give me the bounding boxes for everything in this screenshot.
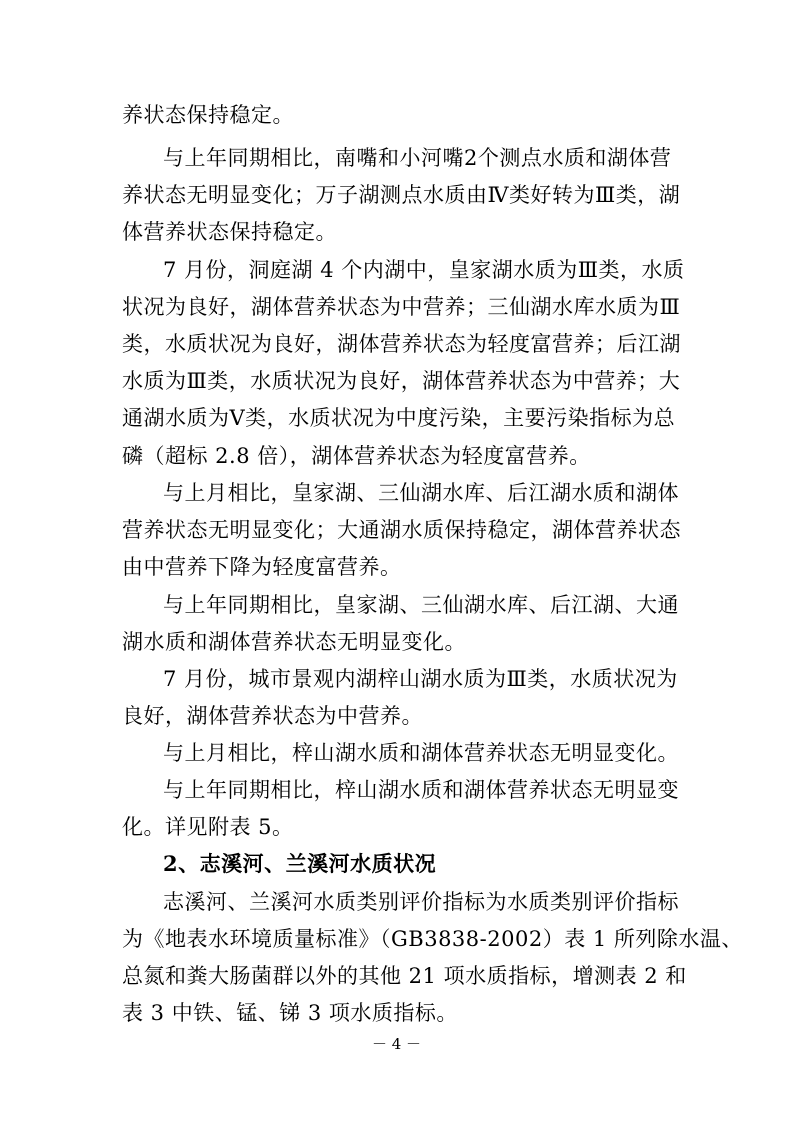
text-line: 7 月份，城市景观内湖梓山湖水质为Ⅲ类，水质状况为 [163,667,678,691]
text-line: 志溪河、兰溪河水质类别评价指标为水质类别评价指标 [163,890,679,914]
text-line: 营养状态无明显变化；大通湖水质保持稳定，湖体营养状态 [122,518,681,542]
text-line: 与上月相比，皇家湖、三仙湖水库、后江湖水质和湖体 [163,481,679,505]
section-heading: 2、志溪河、兰溪河水质状况 [163,851,437,876]
text-line: 类，水质状况为良好，湖体营养状态为轻度富营养；后江湖 [122,332,681,356]
text-line: 与上年同期相比，皇家湖、三仙湖水库、后江湖、大通 [163,593,679,617]
text-line: 通湖水质为Ⅴ类，水质状况为中度污染，主要污染指标为总 [122,406,676,430]
text-line: 由中营养下降为轻度富营养。 [122,555,402,579]
text-line: 与上年同期相比，南嘴和小河嘴2个测点水质和湖体营 [163,146,672,170]
text-line: 7 月份，洞庭湖 4 个内湖中，皇家湖水质为Ⅲ类，水质 [163,258,685,282]
text-line: 状况为良好，湖体营养状态为中营养；三仙湖水库水质为Ⅲ [122,295,681,319]
text-line: 体营养状态保持稳定。 [122,220,337,244]
text-line: 养状态无明显变化；万子湖测点水质由Ⅳ类好转为Ⅲ类，湖 [122,183,681,207]
text-line: 良好，湖体营养状态为中营养。 [122,704,423,728]
text-line: 与上年同期相比，梓山湖水质和湖体营养状态无明显变 [163,778,679,802]
text-line: 化。详见附表 5。 [122,815,294,839]
page-number: － 4 － [371,1035,422,1053]
text-line: 表 3 中铁、锰、锑 3 项水质指标。 [122,1001,458,1025]
text-line: 总氮和粪大肠菌群以外的其他 21 项水质指标，增测表 2 和 [122,964,687,988]
text-line: 养状态保持稳定。 [122,103,294,127]
text-line: 磷（超标 2.8 倍），湖体营养状态为轻度富营养。 [122,444,591,468]
text-line: 为《地表水环境质量标准》（GB3838-2002）表 1 所列除水温、 [122,927,743,951]
text-line: 湖水质和湖体营养状态无明显变化。 [122,630,466,654]
text-line: 水质为Ⅲ类，水质状况为良好，湖体营养状态为中营养；大 [122,369,681,393]
text-line: 与上月相比，梓山湖水质和湖体营养状态无明显变化。 [163,741,679,765]
